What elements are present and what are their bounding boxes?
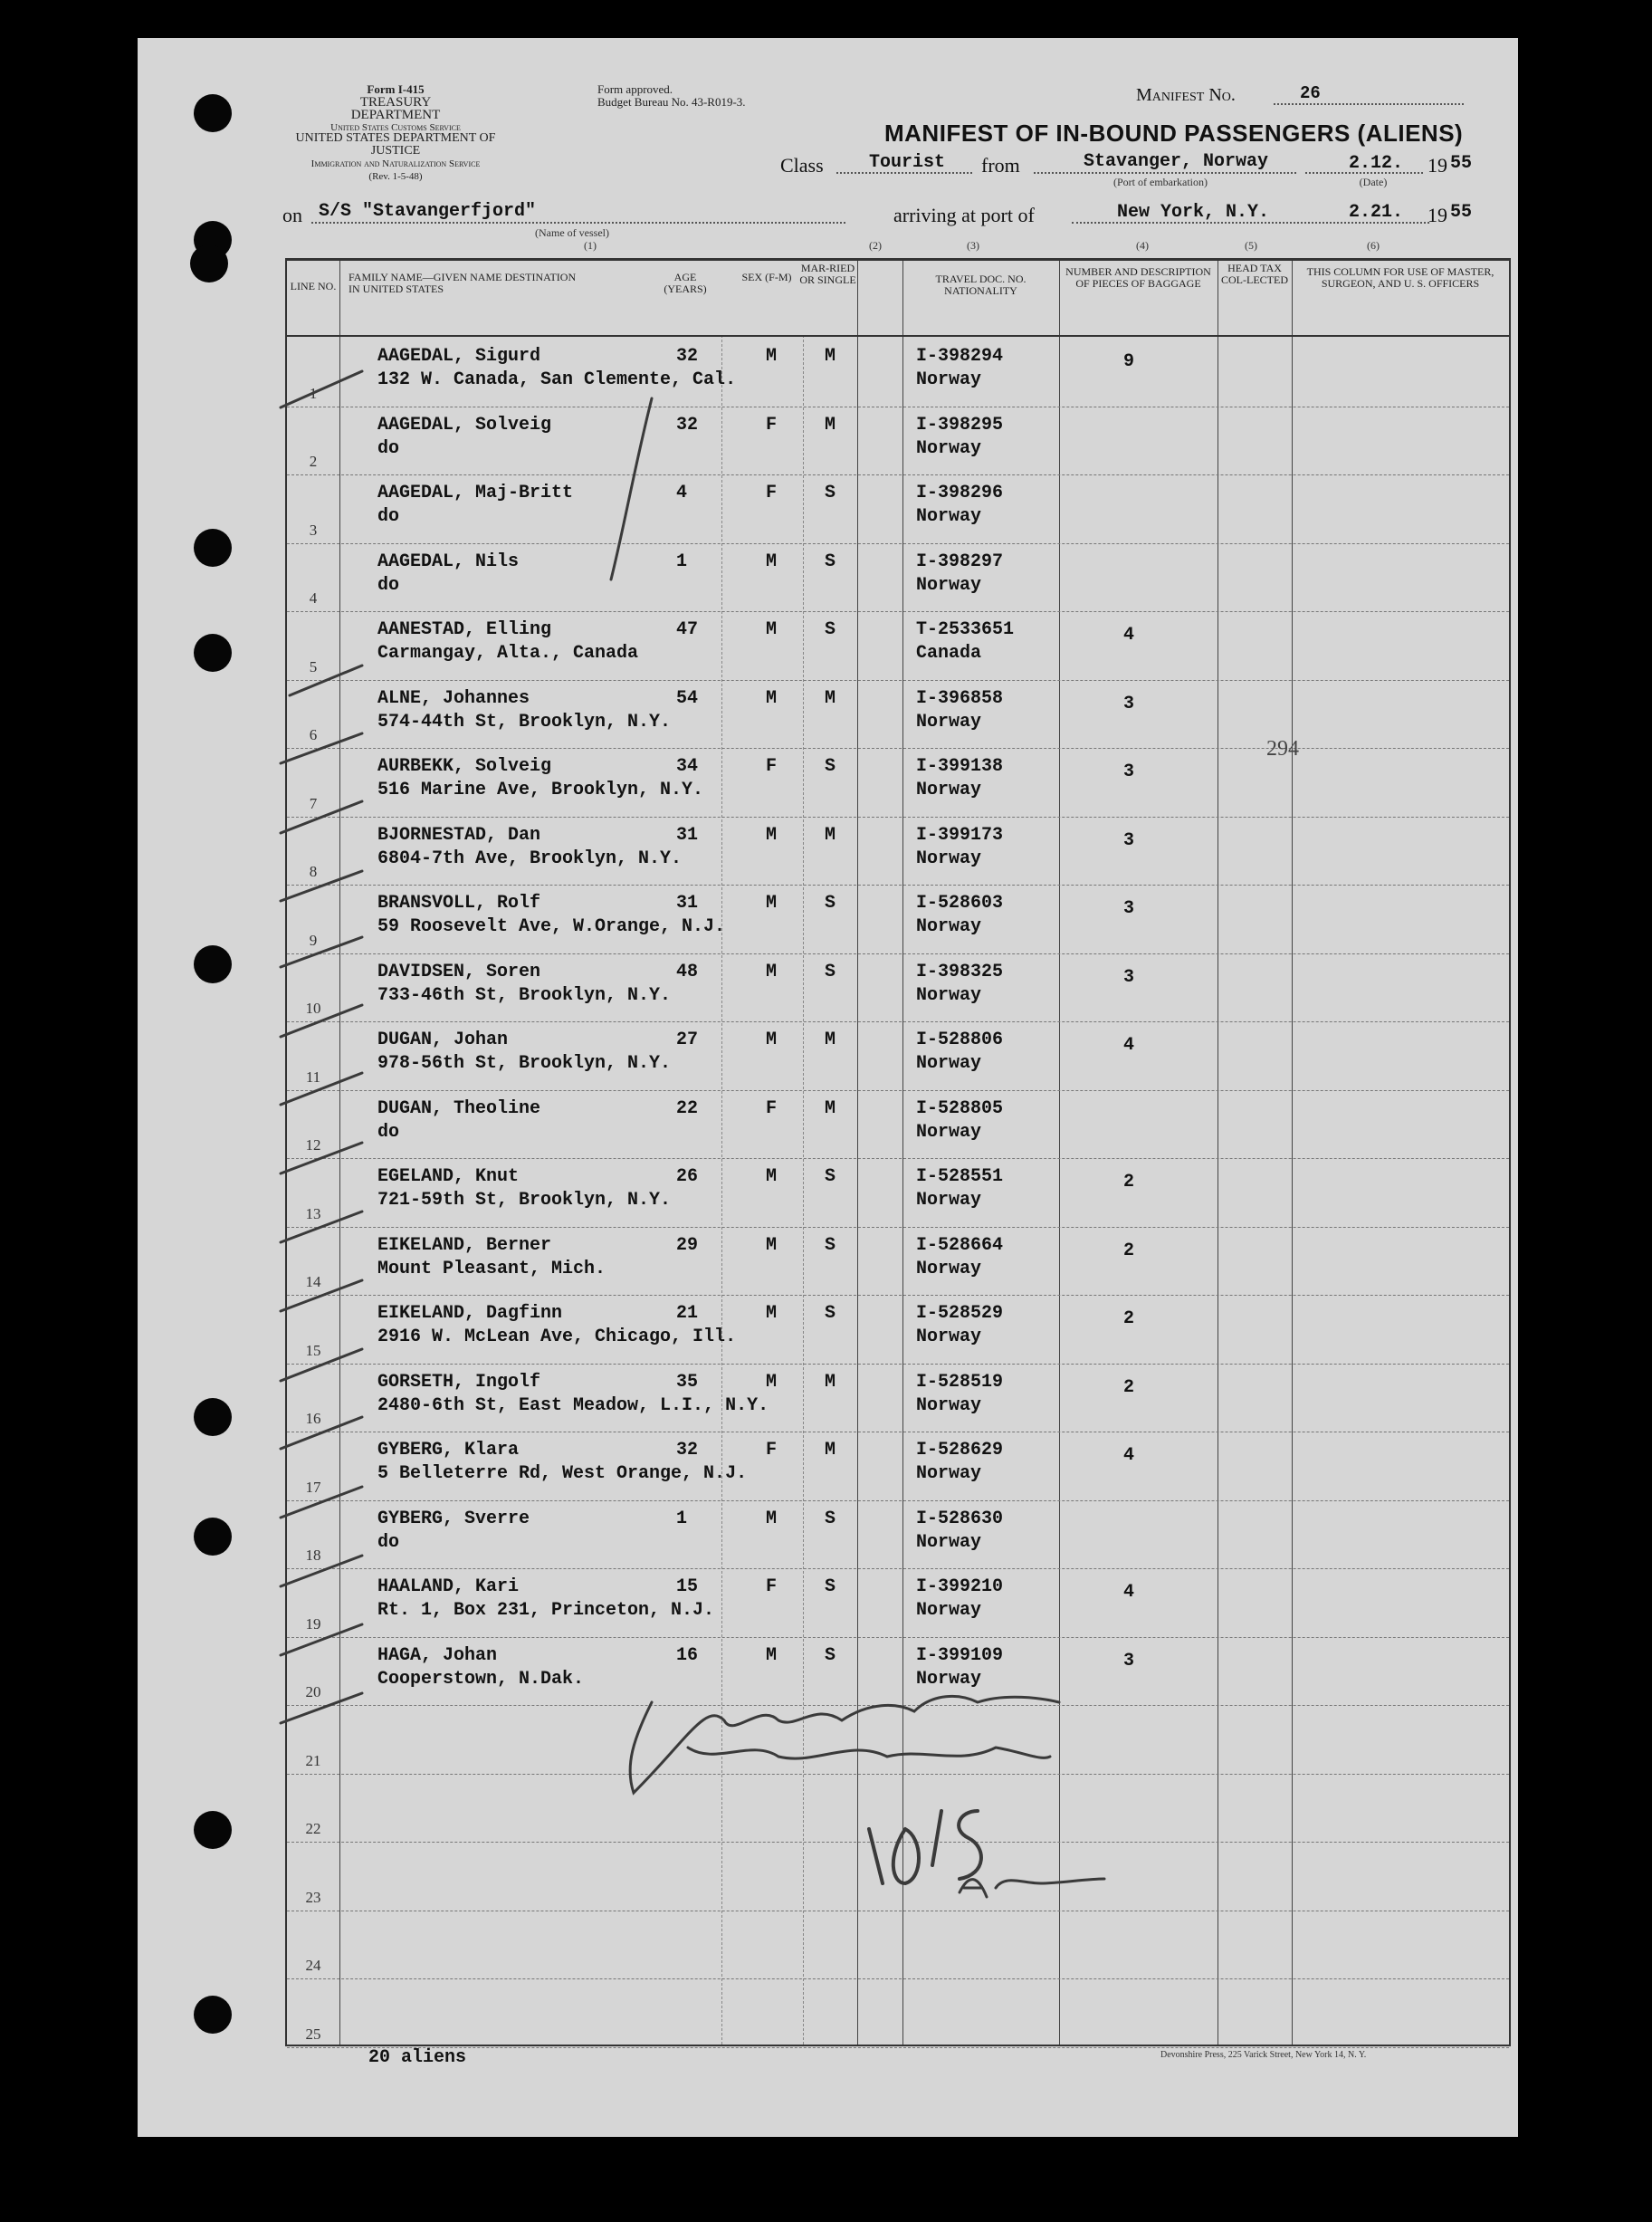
cell-name: BJORNESTAD, Dan (377, 824, 541, 846)
cell-age: 31 (676, 824, 699, 846)
binder-hole (194, 945, 232, 983)
cell-doc: I-528630 (916, 1508, 1004, 1529)
cell-dest: do (377, 1121, 400, 1143)
embarkation-port: Stavanger, Norway (1084, 151, 1269, 172)
table-row (287, 338, 1509, 407)
cell-sex: F (765, 1576, 777, 1597)
cell-bag: 2 (1122, 1308, 1134, 1329)
cell-age: 16 (676, 1644, 699, 1666)
table-row (287, 1227, 1509, 1297)
line-number: 7 (309, 794, 318, 812)
cell-nat: Norway (916, 780, 982, 800)
cell-sex: F (765, 756, 777, 777)
cell-nat: Norway (916, 1053, 982, 1074)
cell-name: GYBERG, Klara (377, 1440, 520, 1461)
customs-service: United States Customs Service (330, 122, 461, 133)
form-revision: (Rev. 1-5-48) (368, 171, 423, 182)
cell-doc: I-528603 (916, 893, 1004, 914)
cell-ms: M (824, 687, 836, 709)
table-row (287, 1500, 1509, 1570)
ins-service: Immigration and Naturalization Service (310, 158, 481, 169)
cell-doc: I-528805 (916, 1097, 1004, 1119)
line-number: 22 (305, 1820, 321, 1837)
cell-bag: 3 (1122, 761, 1134, 782)
printer-imprint: Devonshire Press, 225 Varick Street, New York 14, N. Y. (1160, 2050, 1367, 2060)
cell-nat: Norway (916, 1600, 982, 1621)
cell-sex: F (765, 1097, 777, 1119)
header-officers: THIS COLUMN FOR USE OF MASTER, SURGEON, AND U. S. OFFICERS (1306, 265, 1494, 290)
class-label: Class (780, 154, 824, 177)
table-row (287, 407, 1509, 476)
form-header-treasury (314, 83, 477, 134)
arriving-label: arriving at port of (893, 204, 1035, 226)
cell-age: 32 (676, 1440, 699, 1461)
cell-doc: I-528519 (916, 1371, 1004, 1393)
cell-dest: Mount Pleasant, Mich. (377, 1258, 606, 1279)
cell-sex: M (765, 1166, 777, 1187)
header-line-no: LINE NO. (290, 280, 337, 292)
cell-nat: Norway (916, 1121, 982, 1143)
cell-name: AAGEDAL, Maj-Britt (377, 483, 574, 503)
form-approval (597, 83, 778, 109)
table-row (287, 1978, 1509, 2048)
col-number-6: (6) (1367, 239, 1380, 252)
cell-ms: S (824, 1303, 836, 1324)
cell-doc: I-398295 (916, 414, 1004, 436)
cell-nat: Norway (916, 711, 982, 733)
line-number: 2 (309, 453, 318, 470)
cell-dest: 132 W. Canada, San Clemente, Cal. (377, 369, 737, 390)
header-age: AGE (YEARS) (664, 271, 707, 295)
cell-ms: S (824, 619, 836, 640)
binder-hole (194, 529, 232, 567)
cell-name: ALNE, Johannes (377, 687, 530, 709)
table-row (287, 1568, 1509, 1638)
justice-dept: UNITED STATES DEPARTMENT OF JUSTICE (295, 131, 496, 158)
binder-hole (194, 1996, 232, 2034)
margin-note: 294 (1266, 737, 1299, 761)
cell-nat: Norway (916, 1258, 982, 1279)
cell-bag: 2 (1122, 1240, 1134, 1261)
cell-age: 1 (676, 1508, 688, 1529)
cell-sex: M (765, 1644, 777, 1666)
header-name: FAMILY NAME—GIVEN NAME DESTINATION IN UNITED STATES (349, 271, 577, 295)
cell-age: 27 (676, 1030, 699, 1050)
table-row (287, 1637, 1509, 1707)
cell-sex: M (765, 1508, 777, 1529)
cell-ms: S (824, 1508, 836, 1529)
cell-bag: 4 (1122, 1445, 1134, 1466)
cell-dest: do (377, 1531, 400, 1553)
cell-doc: I-528551 (916, 1166, 1004, 1187)
cell-age: 47 (676, 619, 699, 640)
binder-hole (194, 1518, 232, 1556)
cell-nat: Canada (916, 643, 982, 664)
cell-dest: 2480-6th St, East Meadow, L.I., N.Y. (377, 1394, 769, 1416)
embarkation-year: 55 (1450, 153, 1473, 174)
cell-doc: I-398325 (916, 961, 1004, 982)
line-number: 6 (309, 726, 318, 743)
line-number: 3 (309, 521, 318, 539)
binder-hole (194, 1398, 232, 1436)
arrival-year-prefix: 19 (1428, 204, 1447, 226)
cell-nat: Norway (916, 369, 982, 390)
table-row (287, 1364, 1509, 1433)
cell-bag: 3 (1122, 829, 1134, 851)
cell-bag: 4 (1122, 1035, 1134, 1056)
class-value: Tourist (869, 152, 946, 173)
table-row (287, 953, 1509, 1023)
cell-doc: I-528629 (916, 1440, 1004, 1461)
table-row (287, 1021, 1509, 1091)
header-head-tax: HEAD TAX COL-LECTED (1221, 262, 1288, 286)
cell-bag: 2 (1122, 1376, 1134, 1398)
line-number: 12 (305, 1136, 321, 1154)
cell-ms: M (824, 824, 836, 846)
cell-ms: M (824, 1371, 836, 1393)
table-row (287, 1432, 1509, 1501)
header-married: MAR-RIED OR SINGLE (799, 262, 856, 286)
form-approved: Form approved. (597, 82, 673, 96)
table-row (287, 1911, 1509, 1980)
manifest-page (138, 38, 1518, 2137)
cell-nat: Norway (916, 506, 982, 527)
cell-sex: M (765, 824, 777, 846)
cell-ms: S (824, 961, 836, 982)
cell-age: 35 (676, 1371, 699, 1393)
cell-nat: Norway (916, 1326, 982, 1347)
line-number: 13 (305, 1204, 321, 1222)
cell-doc: I-398296 (916, 483, 1004, 503)
cell-dest: 2916 W. McLean Ave, Chicago, Ill. (377, 1326, 737, 1347)
cell-bag: 3 (1122, 1650, 1134, 1671)
cell-sex: M (765, 961, 777, 982)
table-row (287, 817, 1509, 886)
cell-name: AURBEKK, Solveig (377, 756, 552, 777)
table-row (287, 1158, 1509, 1228)
cell-name: GORSETH, Ingolf (377, 1371, 541, 1393)
line-number: 1 (309, 384, 318, 402)
line-number: 4 (309, 589, 318, 607)
cell-nat: Norway (916, 1531, 982, 1553)
cell-sex: F (765, 414, 777, 436)
cell-nat: Norway (916, 1394, 982, 1416)
header-baggage: NUMBER AND DESCRIPTION OF PIECES OF BAGGAGE (1065, 265, 1211, 290)
cell-name: AAGEDAL, Sigurd (377, 346, 541, 367)
cell-ms: S (824, 1644, 836, 1666)
cell-ms: S (824, 893, 836, 914)
manifest-number: 26 (1300, 83, 1321, 103)
cell-age: 22 (676, 1097, 699, 1119)
cell-age: 34 (676, 756, 699, 777)
date-caption: (Date) (1359, 176, 1388, 188)
line-number: 11 (305, 1068, 321, 1086)
cell-nat: Norway (916, 1463, 982, 1484)
cell-ms: S (824, 756, 836, 777)
cell-age: 31 (676, 893, 699, 914)
port-caption: (Port of embarkation) (1113, 176, 1208, 188)
line-number: 21 (305, 1751, 321, 1769)
header-rule (287, 335, 1509, 337)
cell-name: DUGAN, Johan (377, 1030, 509, 1050)
table-row (287, 1774, 1509, 1844)
cell-dest: do (377, 437, 400, 459)
alien-count: 20 aliens (368, 2047, 467, 2068)
binder-hole (194, 1811, 232, 1849)
line-number: 23 (305, 1888, 321, 1906)
line-number: 16 (305, 1410, 321, 1427)
cell-dest: do (377, 574, 400, 596)
cell-ms: S (824, 1234, 836, 1256)
cell-ms: S (824, 551, 836, 572)
table-row (287, 474, 1509, 544)
line-number: 14 (305, 1273, 321, 1290)
cell-dest: 59 Roosevelt Ave, W.Orange, N.J. (377, 916, 726, 937)
cell-name: HAGA, Johan (377, 1644, 498, 1666)
cell-bag: 3 (1122, 693, 1134, 714)
cell-name: AAGEDAL, Solveig (377, 414, 552, 436)
cell-doc: I-398297 (916, 551, 1004, 572)
arrival-port: New York, N.Y. (1117, 202, 1270, 223)
cell-nat: Norway (916, 574, 982, 596)
cell-dest: Carmangay, Alta., Canada (377, 643, 639, 664)
cell-bag: 3 (1122, 898, 1134, 919)
cell-dest: Cooperstown, N.Dak. (377, 1668, 585, 1690)
cell-age: 26 (676, 1166, 699, 1187)
cell-sex: M (765, 1371, 777, 1393)
cell-dest: 978-56th St, Brooklyn, N.Y. (377, 1053, 672, 1074)
cell-sex: M (765, 551, 777, 572)
line-number: 15 (305, 1341, 321, 1359)
passenger-table (285, 258, 1511, 2046)
cell-ms: M (824, 1030, 836, 1050)
cell-bag: 9 (1122, 351, 1134, 372)
cell-name: GYBERG, Sverre (377, 1508, 530, 1529)
cell-doc: I-396858 (916, 687, 1004, 709)
table-row (287, 1842, 1509, 1911)
cell-sex: M (765, 346, 777, 367)
line-number: 17 (305, 1478, 321, 1496)
line-number: 5 (309, 657, 318, 675)
col-number-1: (1) (584, 239, 597, 252)
line-number: 25 (305, 2025, 321, 2043)
budget-bureau: Budget Bureau No. 43-R019-3. (597, 95, 746, 109)
cell-dest: 721-59th St, Brooklyn, N.Y. (377, 1190, 672, 1211)
cell-dest: Rt. 1, Box 231, Princeton, N.J. (377, 1600, 715, 1621)
table-row (287, 1705, 1509, 1775)
cell-name: EGELAND, Knut (377, 1166, 520, 1187)
cell-ms: M (824, 414, 836, 436)
cell-dest: do (377, 506, 400, 527)
col-number-2: (2) (869, 239, 882, 252)
cell-doc: I-399173 (916, 824, 1004, 846)
binder-hole (194, 94, 232, 132)
cell-dest: 574-44th St, Brooklyn, N.Y. (377, 711, 672, 733)
cell-name: AAGEDAL, Nils (377, 551, 520, 572)
header-travel-doc: TRAVEL DOC. NO. NATIONALITY (935, 273, 1027, 297)
cell-sex: M (765, 1303, 777, 1324)
manifest-number-label: Manifest No. (1136, 85, 1236, 105)
table-row (287, 1295, 1509, 1365)
header-sex: SEX (F-M) (741, 271, 792, 283)
cell-age: 48 (676, 961, 699, 982)
cell-name: DAVIDSEN, Soren (377, 961, 541, 982)
cell-doc: I-528529 (916, 1303, 1004, 1324)
page-title: MANIFEST OF IN-BOUND PASSENGERS (ALIENS) (884, 120, 1464, 147)
cell-doc: I-528664 (916, 1234, 1004, 1256)
cell-age: 32 (676, 414, 699, 436)
cell-age: 4 (676, 483, 688, 503)
table-row (287, 680, 1509, 750)
cell-nat: Norway (916, 1668, 982, 1690)
cell-sex: M (765, 1234, 777, 1256)
cell-nat: Norway (916, 916, 982, 937)
line-number: 10 (305, 1000, 321, 1017)
cell-ms: S (824, 1166, 836, 1187)
cell-doc: I-399109 (916, 1644, 1004, 1666)
cell-name: AANESTAD, Elling (377, 619, 552, 640)
binder-hole (194, 634, 232, 672)
cell-nat: Norway (916, 984, 982, 1006)
cell-name: DUGAN, Theoline (377, 1097, 541, 1119)
vessel-name: S/S "Stavangerfjord" (319, 201, 537, 222)
arrival-date: 2.21. (1349, 202, 1404, 223)
table-row (287, 611, 1509, 681)
cell-dest: 733-46th St, Brooklyn, N.Y. (377, 984, 672, 1006)
col-number-5: (5) (1245, 239, 1257, 252)
cell-nat: Norway (916, 1190, 982, 1211)
col-number-3: (3) (967, 239, 979, 252)
cell-doc: I-398294 (916, 346, 1004, 367)
cell-age: 54 (676, 687, 699, 709)
cell-name: BRANSVOLL, Rolf (377, 893, 541, 914)
form-header-justice (273, 132, 518, 183)
form-number: Form I-415 (367, 82, 425, 96)
cell-name: HAALAND, Kari (377, 1576, 520, 1597)
line-number: 19 (305, 1614, 321, 1633)
line-number: 9 (309, 931, 318, 949)
cell-sex: M (765, 893, 777, 914)
table-row (287, 543, 1509, 613)
cell-ms: M (824, 1097, 836, 1119)
cell-name: EIKELAND, Berner (377, 1234, 552, 1256)
vessel-caption: (Name of vessel) (535, 226, 609, 239)
line-number: 18 (305, 1547, 321, 1564)
cell-sex: M (765, 687, 777, 709)
cell-sex: F (765, 483, 777, 503)
cell-age: 15 (676, 1576, 699, 1597)
table-row (287, 748, 1509, 818)
embarkation-date: 2.12. (1349, 153, 1404, 174)
cell-bag: 4 (1122, 1582, 1134, 1603)
line-number: 8 (309, 863, 318, 880)
col-number-4: (4) (1136, 239, 1149, 252)
cell-ms: M (824, 346, 836, 367)
cell-name: EIKELAND, Dagfinn (377, 1303, 563, 1324)
year-prefix: 19 (1428, 154, 1447, 177)
cell-doc: I-528806 (916, 1030, 1004, 1050)
cell-dest: 6804-7th Ave, Brooklyn, N.Y. (377, 848, 683, 869)
cell-doc: I-399138 (916, 756, 1004, 777)
table-row (287, 885, 1509, 954)
cell-sex: F (765, 1440, 777, 1461)
line-number: 20 (305, 1683, 321, 1700)
cell-bag: 3 (1122, 966, 1134, 988)
cell-ms: M (824, 1440, 836, 1461)
from-label: from (981, 154, 1020, 177)
cell-nat: Norway (916, 848, 982, 869)
cell-age: 1 (676, 551, 688, 572)
cell-dest: 5 Belleterre Rd, West Orange, N.J. (377, 1463, 748, 1484)
cell-bag: 4 (1122, 625, 1134, 646)
arrival-year: 55 (1450, 202, 1473, 223)
line-number: 24 (305, 1957, 321, 1974)
cell-ms: S (824, 483, 836, 503)
on-label: on (282, 204, 302, 226)
cell-ms: S (824, 1576, 836, 1597)
cell-sex: M (765, 1030, 777, 1050)
cell-dest: 516 Marine Ave, Brooklyn, N.Y. (377, 780, 704, 800)
cell-bag: 2 (1122, 1172, 1134, 1192)
cell-age: 29 (676, 1234, 699, 1256)
binder-hole (190, 244, 228, 283)
cell-nat: Norway (916, 437, 982, 459)
cell-doc: T-2533651 (916, 619, 1015, 640)
cell-age: 21 (676, 1303, 699, 1324)
cell-sex: M (765, 619, 777, 640)
treasury-dept: TREASURY DEPARTMENT (350, 95, 441, 122)
cell-age: 32 (676, 346, 699, 367)
cell-doc: I-399210 (916, 1576, 1004, 1597)
table-row (287, 1090, 1509, 1160)
